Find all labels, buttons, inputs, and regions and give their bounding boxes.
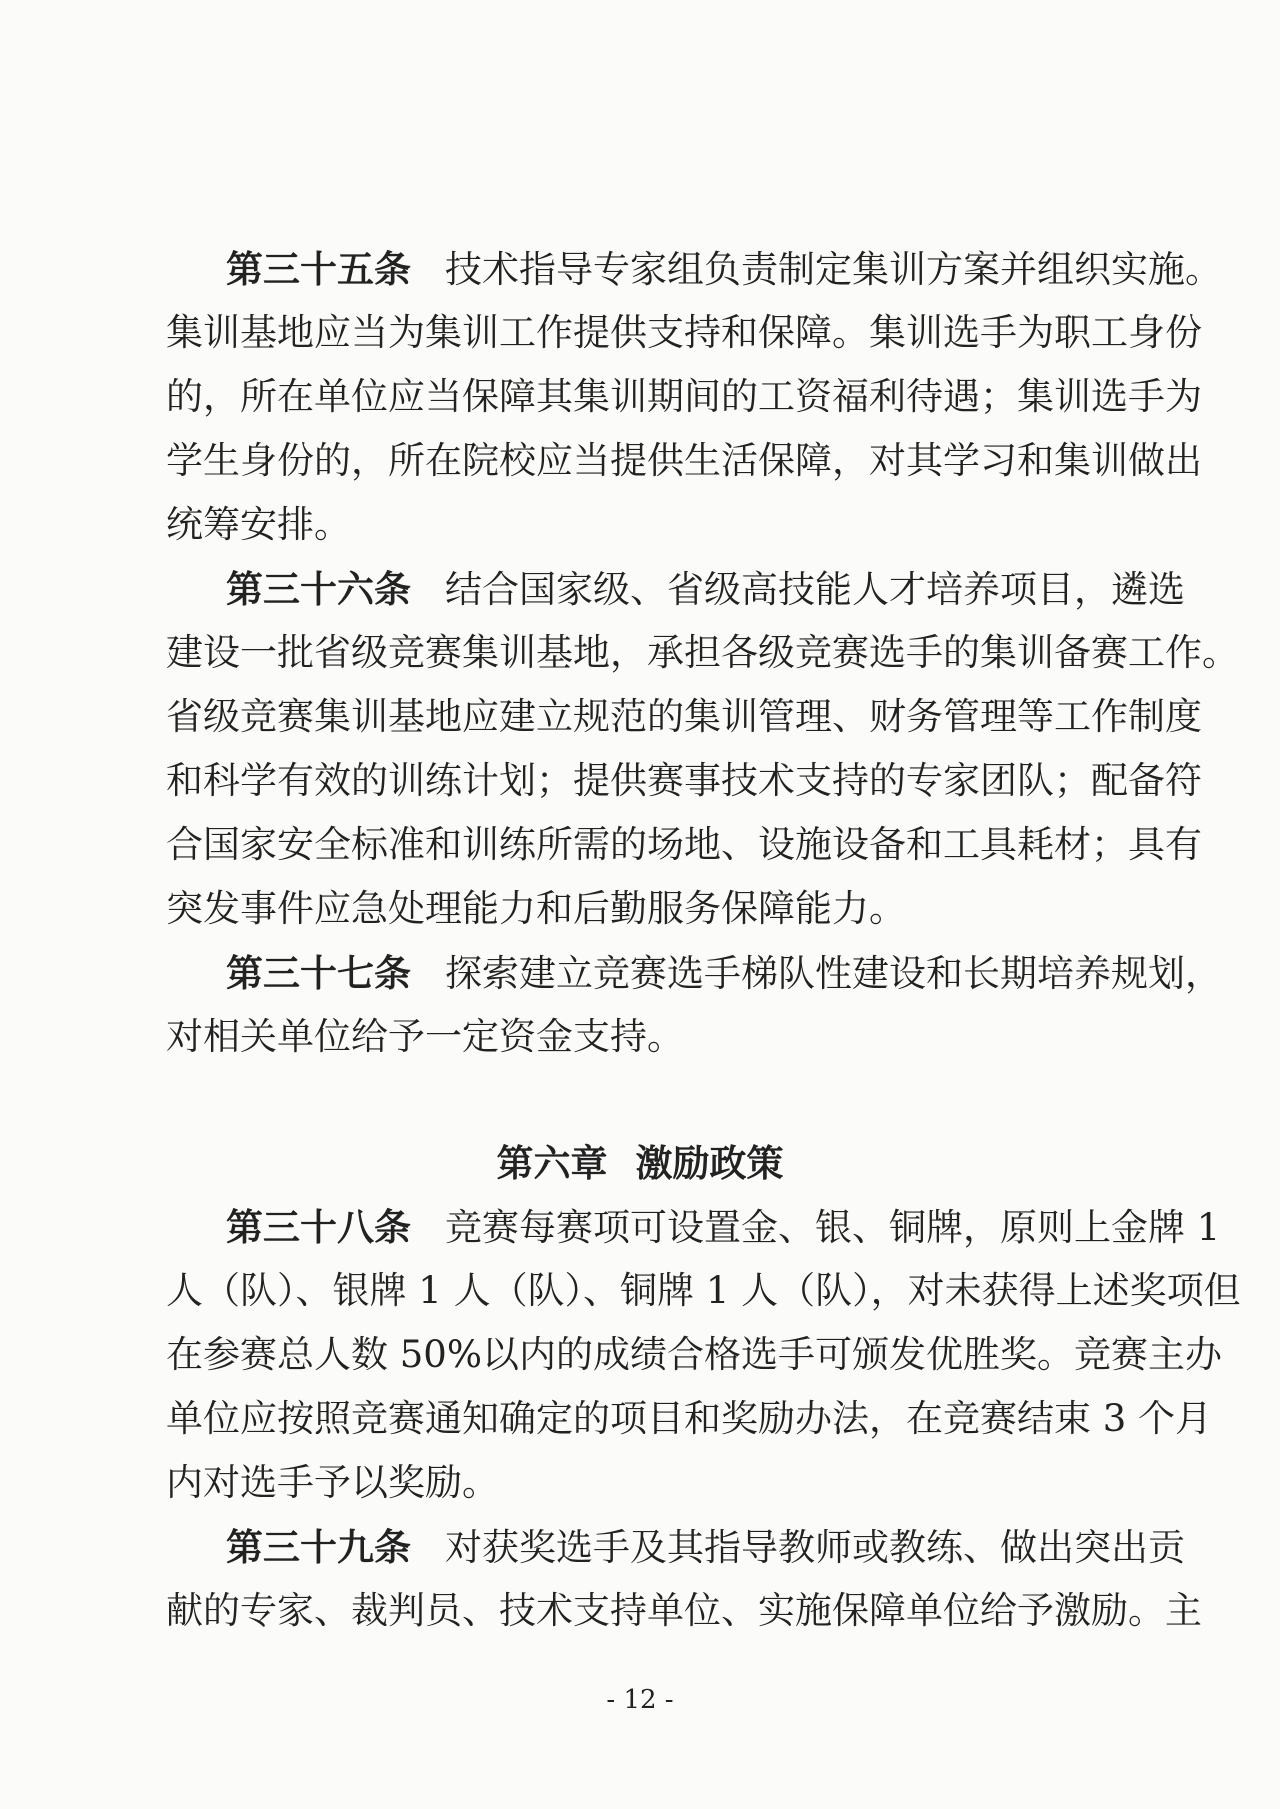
article-label: 第三十六条 [226,567,411,611]
article-label: 第三十八条 [226,1205,411,1249]
chapter-heading [0,1132,1280,1194]
article-38-line-1: 第三十八条 竞赛每赛项可设置金、银、铜牌，原则上金牌 1 [226,1205,1221,1249]
article-35-line-4: 学生身份的，所在院校应当提供生活保障，对其学习和集训做出 [166,439,1202,482]
article-38-line-3: 在参赛总人数 50%以内的成绩合格选手可颁发优胜奖。竞赛主办 [166,1333,1222,1376]
article-36-line-1: 第三十六条 结合国家级、省级高技能人才培养项目，遴选 [226,567,1185,611]
article-35-line-2: 集训基地应当为集训工作提供支持和保障。集训选手为职工身份 [166,311,1202,354]
article-38-line-5: 内对选手予以奖励。 [166,1461,499,1504]
article-38-line-2: 人（队）、银牌 1 人（队）、铜牌 1 人（队），对未获得上述奖项但 [166,1269,1241,1312]
article-36-line-6: 突发事件应急处理能力和后勤服务保障能力。 [166,887,906,930]
chapter-title: 激励政策 [635,1141,784,1185]
article-37-line-1: 第三十七条 探索建立竞赛选手梯队性建设和长期培养规划， [226,951,1222,995]
article-39-line-2: 献的专家、裁判员、技术支持单位、实施保障单位给予激励。主 [166,1589,1202,1632]
article-36-line-4: 和科学有效的训练计划；提供赛事技术支持的专家团队；配备符 [166,759,1202,802]
chapter-number: 第六章 [496,1141,608,1185]
page-number: - 12 - [606,1685,674,1715]
article-35-line-5: 统筹安排。 [166,503,351,546]
article-36-line-2: 建设一批省级竞赛集训基地，承担各级竞赛选手的集训备赛工作。 [166,631,1239,674]
article-35-line-1: 第三十五条 技术指导专家组负责制定集训方案并组织实施。 [226,247,1222,291]
article-35-line-3: 的，所在单位应当保障其集训期间的工资福利待遇；集训选手为 [166,375,1202,418]
article-39-line-1: 第三十九条 对获奖选手及其指导教师或教练、做出突出贡 [226,1525,1185,1569]
article-label: 第三十五条 [226,247,411,291]
article-36-line-5: 合国家安全标准和训练所需的场地、设施设备和工具耗材；具有 [166,823,1202,866]
article-label: 第三十九条 [226,1525,411,1569]
article-36-line-3: 省级竞赛集训基地应建立规范的集训管理、财务管理等工作制度 [166,695,1202,738]
article-label: 第三十七条 [226,951,411,995]
article-37-line-2: 对相关单位给予一定资金支持。 [166,1015,684,1058]
article-38-line-4: 单位应按照竞赛通知确定的项目和奖励办法，在竞赛结束 3 个月 [166,1397,1213,1440]
